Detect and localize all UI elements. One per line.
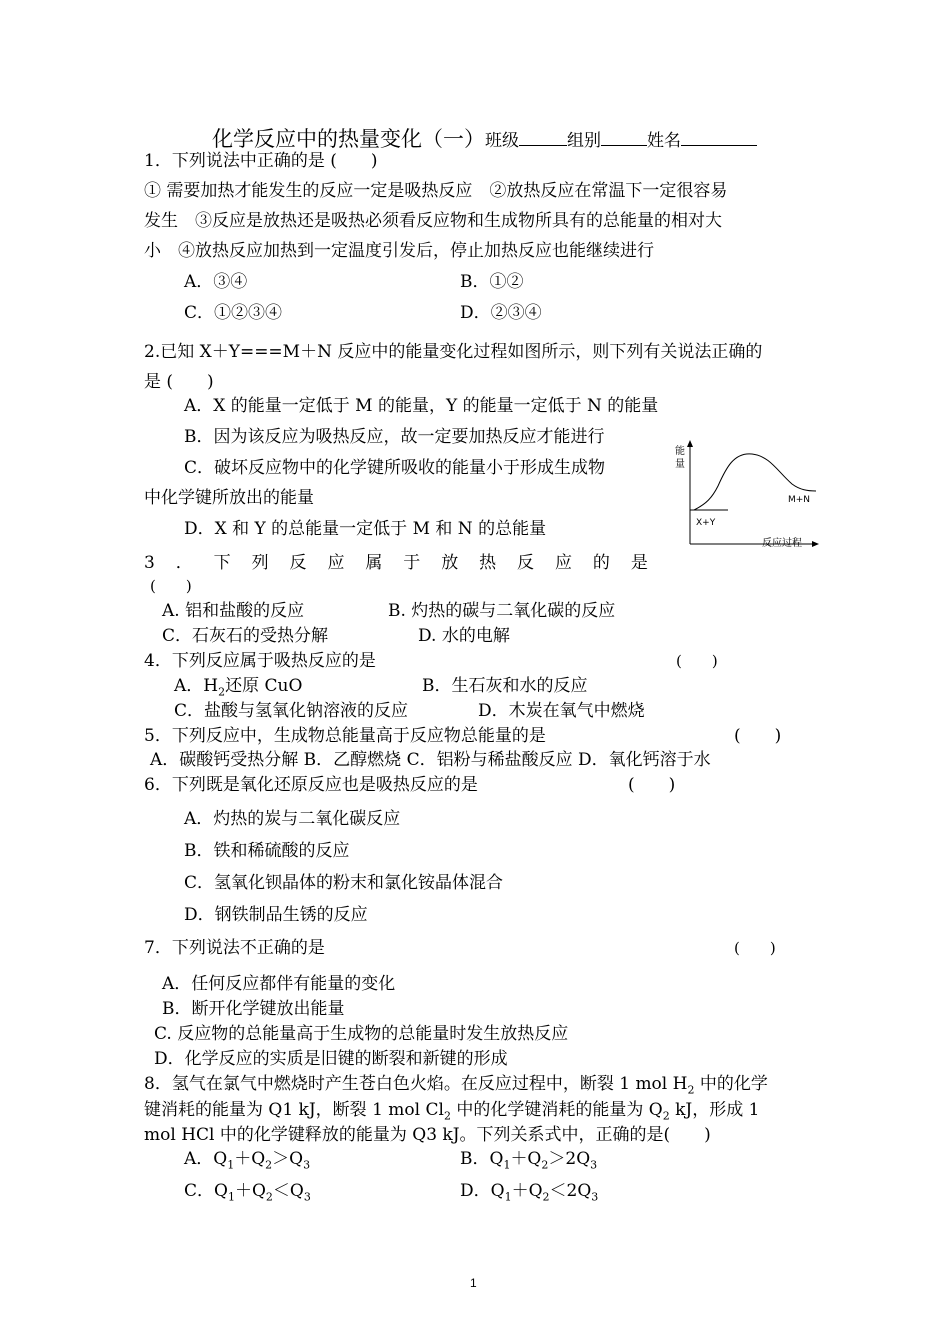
class-blank[interactable] (519, 129, 567, 146)
q7-stem: 7．下列说法不正确的是 (144, 938, 325, 958)
q1-line2: 发生 ③反应是放热还是吸热必须看反应物和生成物所具有的总能量的相对大 (144, 211, 722, 231)
q8-opt-text: ＋Q (234, 1181, 266, 1201)
q8-opt-text: ＞2Q (548, 1149, 591, 1169)
q8-option-a[interactable] (184, 1148, 310, 1170)
y-axis-arrow (687, 440, 693, 447)
subscript: 3 (591, 1190, 599, 1204)
subscript: 3 (303, 1158, 311, 1172)
group-blank[interactable] (601, 129, 647, 146)
q3-char: 列 (251, 553, 269, 573)
q3-char: ． (175, 553, 193, 573)
energy-diagram (672, 438, 822, 553)
q6-option-a[interactable]: A．灼热的炭与二氧化碳反应 (184, 809, 401, 829)
q7-option-c[interactable]: C. 反应物的总能量高于生成物的总能量时发生放热反应 (154, 1024, 569, 1044)
q7-paren: ( ) (734, 939, 776, 957)
subscript: 2 (542, 1190, 550, 1204)
subscript: 1 (504, 1190, 512, 1204)
q2-option-d[interactable]: D．X 和 Y 的总能量一定低于 M 和 N 的总能量 (184, 519, 547, 539)
q8-opt-text: ＋Q (511, 1181, 543, 1201)
x-axis-arrow (812, 541, 819, 547)
q8-text: 8．氢气在氯气中燃烧时产生苍白色火焰。在反应过程中，断裂 1 mol H (144, 1074, 688, 1094)
subscript: 2 (218, 685, 226, 699)
q4-option-d[interactable]: D．木炭在氧气中燃烧 (478, 701, 645, 721)
q8-option-b[interactable] (460, 1148, 597, 1170)
worksheet-title: 化学反应中的热量变化（一） (212, 127, 485, 151)
q2-stem-line2: 是 ( ) (144, 372, 214, 392)
q4-option-a-text: A．H (174, 676, 219, 696)
y-label-1: 能 (675, 446, 685, 457)
q8-opt-text: C．Q (184, 1181, 228, 1201)
q4-option-c[interactable]: C．盐酸与氢氧化钠溶液的反应 (174, 701, 409, 721)
y-label-2: 量 (675, 459, 685, 470)
subscript: 1 (227, 1190, 235, 1204)
q4-option-a-text: 还原 CuO (225, 676, 303, 696)
q1-option-a[interactable]: A．③④ (184, 272, 248, 292)
q3-char: 反 (289, 553, 307, 573)
q1-option-b[interactable]: B．①② (460, 272, 524, 292)
class-label: 班级 (485, 131, 519, 151)
q7-option-d[interactable]: D．化学反应的实质是旧键的断裂和新键的形成 (154, 1049, 508, 1069)
q3-char: 是 (630, 553, 648, 573)
q1-option-d[interactable]: D．②③④ (460, 303, 542, 323)
q3-char: 放 (441, 553, 459, 573)
q1-line1: ① 需要加热才能发生的反应一定是吸热反应 ②放热反应在常温下一定很容易 (144, 181, 728, 201)
q3-char: 下 (213, 553, 231, 573)
name-blank[interactable] (681, 129, 757, 146)
q1-stem: 1．下列说法中正确的是 ( ) (144, 151, 378, 171)
subscript: 3 (303, 1190, 311, 1204)
q8-option-c[interactable] (184, 1180, 311, 1202)
q4-paren: ( ) (676, 652, 718, 670)
q8-text: 中的化学键消耗的能量为 Q (450, 1100, 663, 1120)
q3-char: 应 (327, 553, 345, 573)
q3-option-b[interactable]: B. 灼热的碳与二氧化碳的反应 (388, 601, 616, 621)
q7-option-b[interactable]: B．断开化学键放出能量 (162, 999, 345, 1019)
q2-stem-line1: 2.已知 X＋Y===M＋N 反应中的能量变化过程如图所示，则下列有关说法正确的 (144, 342, 763, 362)
q3-option-d[interactable]: D. 水的电解 (418, 626, 510, 646)
q3-char: 热 (479, 553, 497, 573)
q8-opt-text: B．Q (460, 1149, 504, 1169)
q1-line3: 小 ④放热反应加热到一定温度引发后，停止加热反应也能继续进行 (144, 241, 654, 261)
q1-option-c[interactable]: C．①②③④ (184, 303, 283, 323)
worksheet-header (212, 128, 757, 152)
q6-option-c[interactable]: C．氢氧化钡晶体的粉末和氯化铵晶体混合 (184, 873, 504, 893)
q7-option-a[interactable]: A．任何反应都伴有能量的变化 (162, 974, 396, 994)
q5-stem: 5．下列反应中，生成物总能量高于反应物总能量的是 (144, 726, 546, 746)
q3-char: 反 (517, 553, 535, 573)
q8-text: 中的化学 (694, 1074, 768, 1094)
q2-option-a[interactable]: A．X 的能量一定低于 M 的能量，Y 的能量一定低于 N 的能量 (184, 396, 659, 416)
q3-option-a[interactable]: A. 铝和盐酸的反应 (162, 601, 305, 621)
q8-opt-text: ＜Q (272, 1181, 304, 1201)
q4-stem: 4．下列反应属于吸热反应的是 (144, 651, 376, 671)
subscript: 2 (541, 1158, 549, 1172)
q8-line1 (144, 1073, 768, 1095)
q3-stem (144, 552, 648, 574)
q3-char: 3 (144, 553, 155, 573)
q8-opt-text: ＞Q (272, 1149, 304, 1169)
q8-opt-text: ＋Q (510, 1149, 542, 1169)
q8-opt-text: ＜2Q (549, 1181, 592, 1201)
subscript: 2 (265, 1190, 273, 1204)
name-label: 姓名 (647, 131, 681, 151)
q6-paren: ( ) (628, 775, 676, 795)
q6-option-d[interactable]: D．钢铁制品生锈的反应 (184, 905, 368, 925)
q8-opt-text: D．Q (460, 1181, 505, 1201)
subscript: 1 (227, 1158, 235, 1172)
q8-line2 (144, 1099, 759, 1121)
q3-char: 应 (554, 553, 572, 573)
q2-option-c-line2: 中化学键所放出的能量 (144, 488, 314, 508)
q3-char: 于 (403, 553, 421, 573)
reactants-label: X+Y (696, 518, 716, 528)
q8-opt-text: ＋Q (234, 1149, 266, 1169)
q8-opt-text: A．Q (184, 1149, 228, 1169)
q2-option-c-line1[interactable]: C．破坏反应物中的化学键所吸收的能量小于形成生成物 (184, 458, 606, 478)
q5-options[interactable]: A．碳酸钙受热分解 B．乙醇燃烧 C．铝粉与稀盐酸反应 D．氧化钙溶于水 (150, 750, 711, 770)
subscript: 1 (503, 1158, 511, 1172)
q6-stem: 6．下列既是氧化还原反应也是吸热反应的是 (144, 775, 478, 795)
x-axis-label: 反应过程 (762, 538, 802, 549)
q8-text: 键消耗的能量为 Q1 kJ，断裂 1 mol Cl (144, 1100, 444, 1120)
q3-option-c[interactable]: C．石灰石的受热分解 (162, 626, 329, 646)
group-label: 组别 (567, 131, 601, 151)
q3-paren: ( ) (150, 577, 192, 595)
products-label: M+N (788, 495, 811, 505)
subscript: 2 (662, 1109, 670, 1123)
q4-option-b[interactable]: B．生石灰和水的反应 (422, 676, 588, 696)
subscript: 3 (590, 1158, 598, 1172)
subscript: 2 (687, 1083, 695, 1097)
subscript: 2 (443, 1109, 451, 1123)
q8-line3: mol HCl 中的化学键释放的能量为 Q3 kJ。下列关系式中，正确的是( ) (144, 1125, 711, 1145)
q8-text: kJ，形成 1 (669, 1100, 760, 1120)
q4-option-a[interactable] (174, 675, 302, 697)
q2-option-b[interactable]: B．因为该反应为吸热反应，故一定要加热反应才能进行 (184, 427, 605, 447)
q3-char: 的 (592, 553, 610, 573)
subscript: 2 (265, 1158, 273, 1172)
page-number: 1 (470, 1276, 477, 1290)
q6-option-b[interactable]: B．铁和稀硫酸的反应 (184, 841, 350, 861)
q8-option-d[interactable] (460, 1180, 598, 1202)
q3-char: 属 (365, 553, 383, 573)
q5-paren: ( ) (734, 726, 782, 746)
